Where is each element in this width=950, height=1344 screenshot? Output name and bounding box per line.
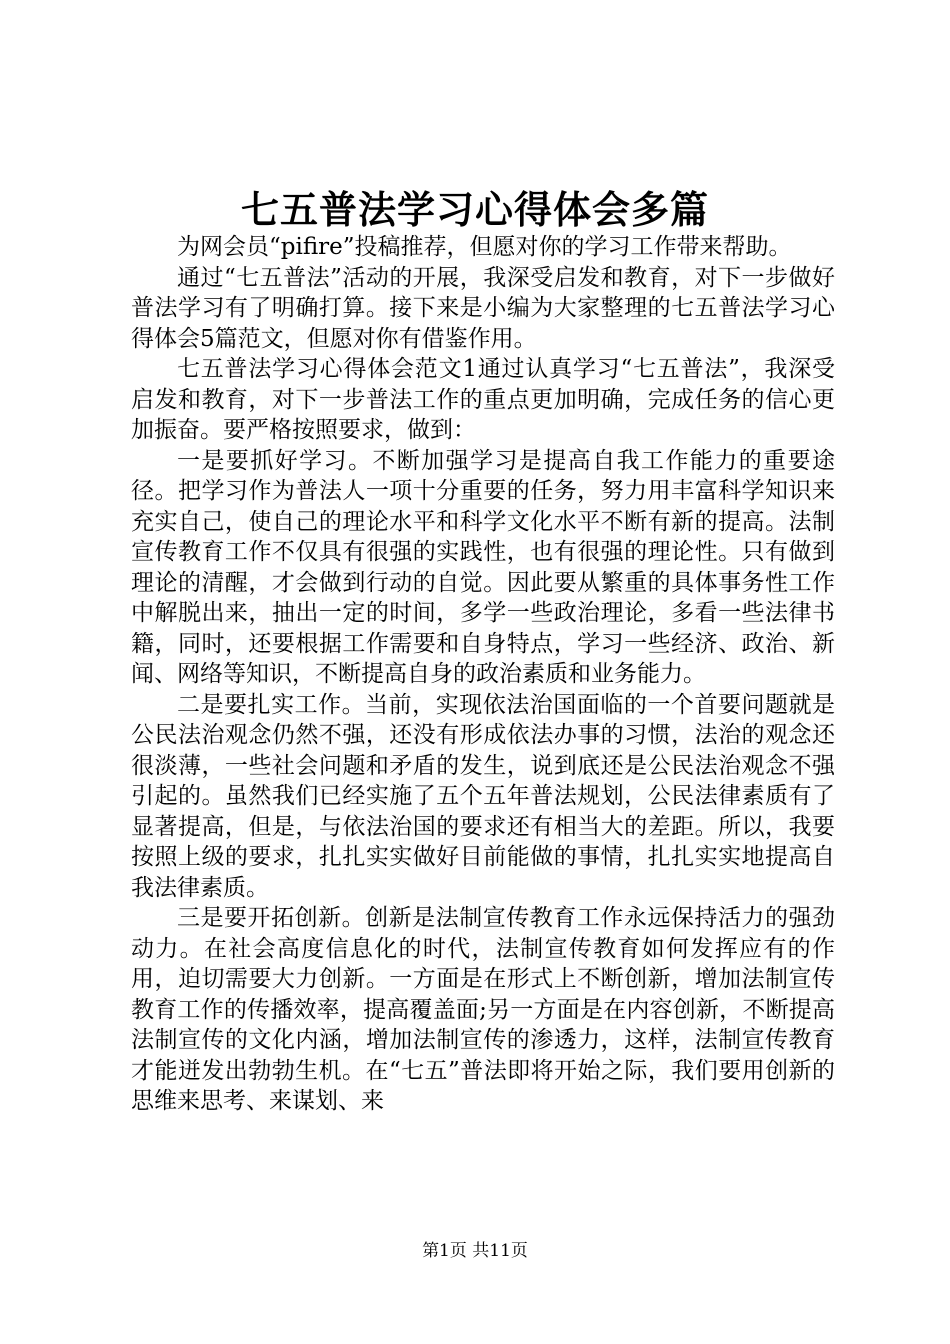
document-body bbox=[131, 232, 835, 1178]
paragraph-1: 为网会员“pifire”投稿推荐，但愿对你的学习工作带来帮助。 bbox=[177, 234, 792, 260]
paragraph-2: 通过“七五普法”活动的开展，我深受启发和教育，对下一步做好普法学习有了明确打算。接下来是小编为大家整理的七五普法学习心得体会5篇范文，但愿对你有借鉴作用。 bbox=[131, 264, 835, 352]
paragraph-6: 三是要开拓创新。创新是法制宣传教育工作永远保持活力的强劲动力。在社会高度信息化的时代，法制宣传教育如何发挥应有的作用，迫切需要大力创新。一方面是在形式上不断创新，增加法制宣传教育工作的传播效率，提高覆盖面;另一方面是在内容创新，不断提高法制宣传的文化内涵，增加法制宣传的渗透力，这样，法制宣传教育才能迸发出勃勃生机。在“七五”普法即将开始之际，我们要用创新的思维来思考、来谋划、来 bbox=[131, 905, 835, 1114]
document-text-viewport bbox=[131, 232, 835, 1178]
paragraph-4: 一是要抓好学习。不断加强学习是提高自我工作能力的重要途径。把学习作为普法人一项十分重要的任务，努力用丰富科学知识来充实自己，使自己的理论水平和科学文化水平不断有新的提高。法制宣传教育工作不仅具有很强的实践性，也有很强的理论性。只有做到理论的清醒，才会做到行动的自觉。因此要从繁重的具体事务性工作中解脱出来，抽出一定的时间，多学一些政治理论，多看一些法律书籍，同时，还要根据工作需要和自身特点，学习一些经济、政治、新闻、网络等知识，不断提高自身的政治素质和业务能力。 bbox=[131, 447, 835, 687]
paragraph-5: 二是要扎实工作。当前，实现依法治国面临的一个首要问题就是公民法治观念仍然不强，还没有形成依法办事的习惯，法治的观念还很淡薄，一些社会问题和矛盾的发生，说到底还是公民法治观念不强引起的。虽然我们已经实施了五个五年普法规划，公民法律素质有了显著提高，但是，与依法治国的要求还有相当大的差距。所以，我要按照上级的要求，扎扎实实做好目前能做的事情，扎扎实实地提高自我法律素质。 bbox=[131, 691, 835, 901]
document-title: 七五普法学习心得体会多篇 bbox=[240, 187, 709, 232]
paragraph-3: 七五普法学习心得体会范文1通过认真学习“七五普法”，我深受启发和教育，对下一步普法工作的重点更加明确，完成任务的信心更加振奋。要严格按照要求，做到： bbox=[131, 356, 835, 443]
page-number-footer: 第1页 共11页 bbox=[422, 1241, 528, 1261]
